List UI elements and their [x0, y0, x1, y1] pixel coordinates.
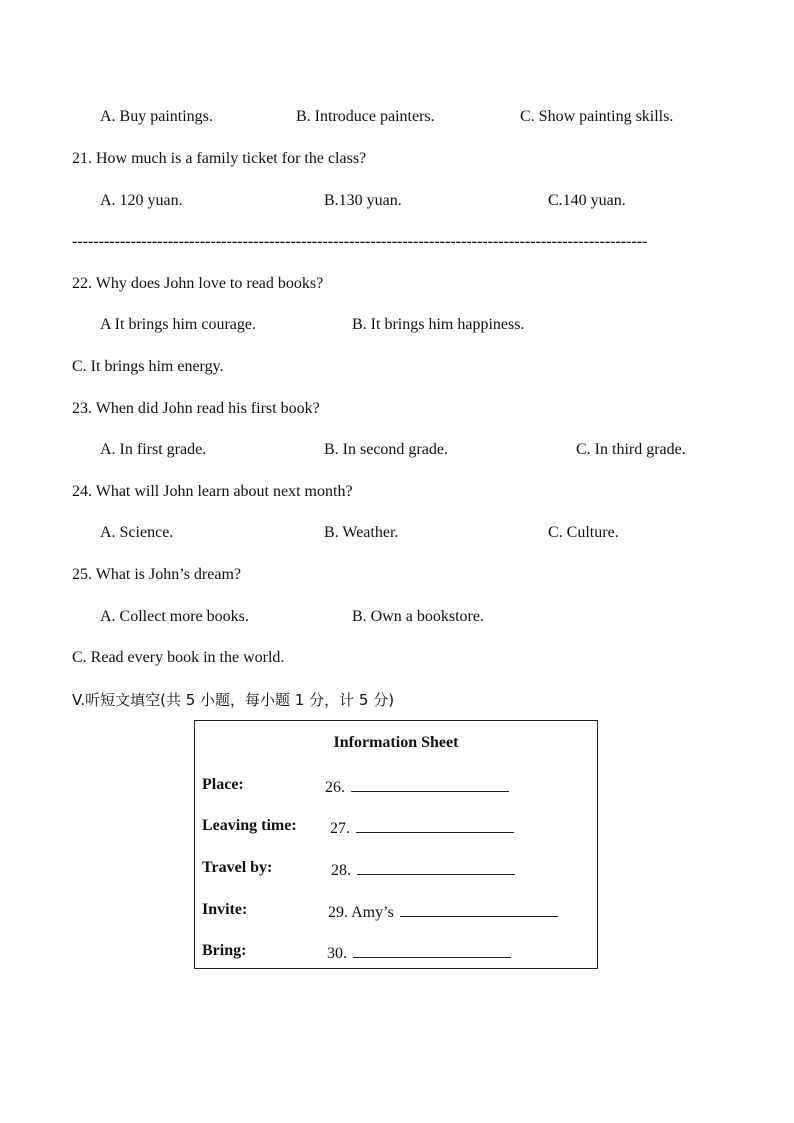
q25-option-c: C. Read every book in the world. [72, 649, 285, 666]
info-number-30: 30. [327, 945, 347, 962]
answer-blank-26[interactable] [351, 775, 509, 792]
q20-option-a: A. Buy paintings. [100, 108, 213, 125]
info-row-28 [331, 858, 515, 881]
q22-option-b: B. It brings him happiness. [352, 316, 525, 333]
dashed-separator: ------------------------------------------------------------------------------------------------------------ [72, 233, 648, 250]
q21-option-c: C.140 yuan. [548, 192, 626, 209]
info-label-bring: Bring: [202, 942, 247, 959]
info-row-29 [328, 900, 558, 923]
answer-blank-30[interactable] [353, 941, 511, 958]
answer-blank-27[interactable] [356, 816, 514, 833]
q21-option-a: A. 120 yuan. [100, 192, 183, 209]
info-row-30 [327, 941, 511, 964]
q22-question: 22. Why does John love to read books? [72, 275, 324, 292]
info-number-28: 28. [331, 862, 351, 879]
q24-question: 24. What will John learn about next month? [72, 483, 353, 500]
q23-option-c: C. In third grade. [576, 441, 686, 458]
q25-question: 25. What is John’s dream? [72, 566, 242, 583]
q20-option-c: C. Show painting skills. [520, 108, 674, 125]
q23-option-b: B. In second grade. [324, 441, 448, 458]
section-v-heading: V.听短文填空(共 5 小题，每小题 1 分，计 5 分) [72, 691, 395, 709]
q22-option-a: A It brings him courage. [100, 316, 256, 333]
answer-blank-28[interactable] [357, 858, 515, 875]
q22-option-c: C. It brings him energy. [72, 358, 224, 375]
information-sheet [194, 720, 598, 969]
info-label-travel-by: Travel by: [202, 859, 273, 876]
answer-blank-29[interactable] [400, 900, 558, 917]
q20-option-b: B. Introduce painters. [296, 108, 435, 125]
q24-option-b: B. Weather. [324, 524, 399, 541]
q23-option-a: A. In first grade. [100, 441, 207, 458]
q23-question: 23. When did John read his first book? [72, 400, 320, 417]
q21-question: 21. How much is a family ticket for the class? [72, 150, 367, 167]
q25-option-a: A. Collect more books. [100, 608, 249, 625]
info-number-29: 29. Amy’s [328, 904, 394, 921]
q24-option-c: C. Culture. [548, 524, 619, 541]
info-label-place: Place: [202, 776, 244, 793]
q25-option-b: B. Own a bookstore. [352, 608, 484, 625]
info-number-26: 26. [325, 779, 345, 796]
info-row-27 [330, 816, 514, 839]
info-number-27: 27. [330, 820, 350, 837]
info-row-26 [325, 775, 509, 798]
info-label-invite: Invite: [202, 901, 248, 918]
q21-option-b: B.130 yuan. [324, 192, 402, 209]
info-label-leaving-time: Leaving time: [202, 817, 297, 834]
q24-option-a: A. Science. [100, 524, 174, 541]
info-sheet-title: Information Sheet [333, 734, 459, 751]
